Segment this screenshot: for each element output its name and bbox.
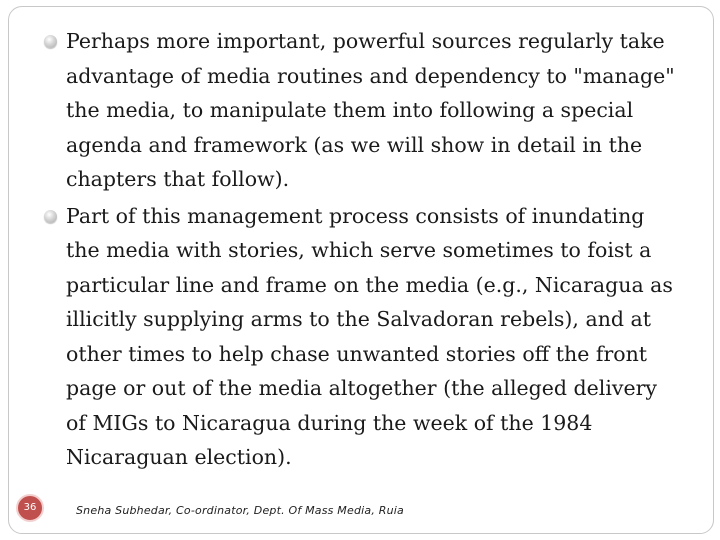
bullet-icon (44, 35, 57, 48)
bullet-text: Perhaps more important, powerful sources regularly take advantage of media routines and dependency to "manage" the media, to manipulate them into following a special agenda and framework (as we will show in detail in the chapters that follow). (66, 29, 675, 191)
bullet-text: Part of this management process consists of inundating the media with stories, which serve sometimes to foist a particular line and frame on the media (e.g., Nicaragua as illicitly supplying arms to the Salvadoran rebels), and at other times to help chase unwanted stories off the front page or out of the media altogether (the alleged delivery of MIGs to Nicaragua during the week of the 1984 Nicaraguan election). (66, 203, 673, 469)
footer-text: Sneha Subhedar, Co-ordinator, Dept. Of Mass Media, Ruia (76, 504, 404, 517)
slide-number: 36 (16, 494, 44, 522)
bullet-list (38, 24, 678, 477)
bullet-item (38, 199, 678, 475)
bullet-item (38, 24, 678, 197)
bullet-icon (44, 210, 57, 223)
